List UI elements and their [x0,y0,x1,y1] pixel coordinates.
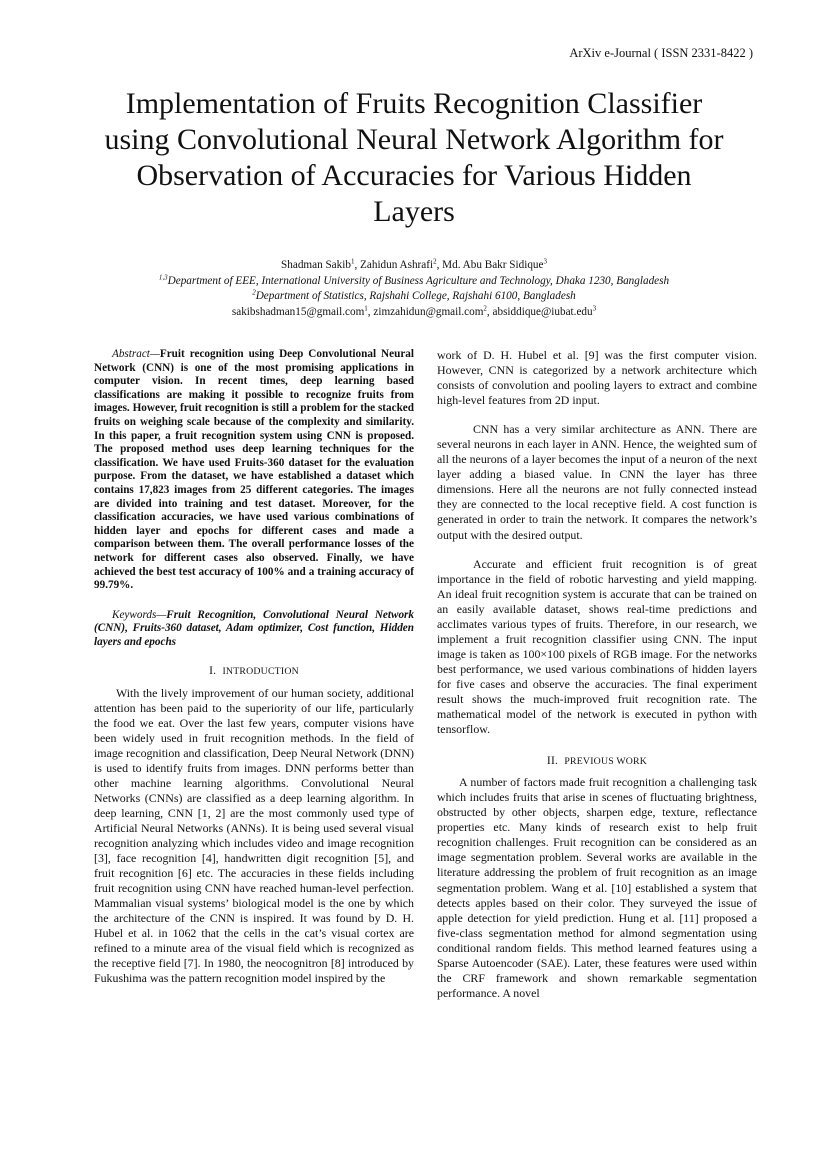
section-title: INTRODUCTION [222,666,299,678]
body-paragraph: work of D. H. Hubel et al. [9] was the first computer vision. However, CNN is categorized by a network architecture which consists of convolution and pooling layers to extract and combine high-level features from 2D input. [437,348,757,408]
author-sup: 3 [543,257,547,266]
author-sup: 1 [350,257,355,266]
paper-title [60,86,768,230]
title-line: Observation of Accuracies for Various Hidden [136,159,692,192]
author-sup: 2 [433,257,437,266]
affiliation-2 [60,289,768,305]
previous-work-paragraph: A number of factors made fruit recognition a challenging task which includes fruits that arise in scenes of fluctuating brightness, obstructed by other objects, sharpen edge, texture, reflectance properties etc. Many kinds of research exist to help fruit recognition challenges. Fruit recognition can be considered as an image segmentation problem. Several works are available in the literature addressing the problem of fruit recognition as an image segmentation problem. Wang et al. [10] established a system that detects apples based on their color. They surveyed the issue of apple detection for yield prediction. Hung et al. [11] proposed a five-class segmentation method for almond segmentation using conditional random fields. This method learned features using a Sparse Autoencoder (SAE). Later, these features were used within the CRF framework and shown remarkable segmentation performance. A novel [437,775,757,1000]
affiliation-text: Department of Statistics, Rajshahi College, Rajshahi 6100, Bangladesh [255,290,576,302]
affiliation-1 [60,274,768,290]
email: absiddique@iubat.edu [492,305,593,318]
author-emails: sakibshadman15@gmail.com$^1$, zimzahidun@gmail.com$^2$, absiddique@iubat.edu$^3$ [231,303,597,318]
affiliation-sup: 2 [252,288,256,297]
author-name: Md. Abu Bakr Sidique [442,259,544,271]
email-sup: 2 [483,303,487,312]
abstract [94,348,414,593]
email: sakibshadman15@gmail.com [231,305,365,318]
title-line: Layers [373,195,455,228]
intro-paragraph: With the lively improvement of our human society, additional attention has been paid to the superiority of our life, particularly the food we eat. Over the last few years, computer visions have been widely used in fruit recognition methods. In the field of image recognition and classification, Deep Neural Network (DNN) is used to identify fruits from images. DNN performs better than other machine learning algorithms. Convolutional Neural Networks (CNNs) are classified as a deep learning algorithm. In deep learning, CNN [1, 2] are the most commonly used type of Artificial Neural Networks (ANNs). It is being used several visual recognition analyzing which includes video and image recognition [3], face recognition [4], handwritten digit recognition [5], and fruit recognition [6] etc. The accuracies in these fields including fruit recognition using CNN have reached human-level perfection. Mammalian visual systems’ biological model is the one by which the architecture of the CNN is inspired. It was found by D. H. Hubel et al. in 1062 that the cells in the cat’s visual cortex are refined to a minute area of the visual field which is recognized as the receptive field [7]. In 1980, the neocognitron [8] introduced by Fukushima was the pattern recognition model inspired by the [94,685,414,986]
title-line: using Convolutional Neural Network Algorithm for [104,123,724,156]
keywords-text: Fruit Recognition, Convolutional Neural Network (CNN), Fruits-360 dataset, Adam optimizer, Cost function, Hidden layers and epochs [94,608,414,648]
section-title: PREVIOUS WORK [564,756,648,768]
author-name: Shadman Sakib [281,259,351,271]
email-sup: 3 [592,303,597,312]
title-line: Implementation of Fruits Recognition Classifier [125,87,703,120]
affiliation-sup: 1,3 [158,272,168,281]
author-block [60,258,768,320]
email: zimzahidun@gmail.com [373,305,484,318]
right-column [437,348,757,1001]
journal-header: ArXiv e-Journal ( ISSN 2331-8422 ) [569,46,753,60]
keywords-lead: Keywords— [112,608,167,621]
body-paragraph: Accurate and efficient fruit recognition is of great importance in the field of robotic harvesting and yield mapping. An ideal fruit recognition system is accurate that can be trained on an easily available dataset, shows real-time predictions and acclimates various types of fruits. Therefore, in our research, we implement a fruit recognition classifier using CNN. The input image is taken as 100×100 pixels of RGB image. For the networks best performance, we used various combinations of hidden layers for five cases and observe the accuracies. The final experiment result shows the much-improved fruit recognition rate. The mathematical model of the network is executed in python with tensorflow. [437,556,757,737]
abstract-lead: Abstract— [112,348,160,360]
body-paragraph: CNN has a very similar architecture as ANN. There are several neurons in each layer in ANN. Hence, the weighted sum of all the neurons of a layer becomes the input of a neuron of the next layer adding a biased value. In CNN the layer has three dimensions. Here all the neurons are not fully connected instead they are connected to the local receptive field. A cost function is generated in order to train the network. It compares the network’s output with the desired output. [437,422,757,542]
section-numeral: II. [546,754,559,768]
affiliation-text: Department of EEE, International University of Business Agriculture and Technology, Dhaka 1230, Bangladesh [167,274,670,287]
section-heading-previous-work [437,753,757,769]
left-column [94,348,414,986]
email-sup: 1 [364,303,368,312]
section-heading-introduction [94,663,414,679]
author-names: Shadman Sakib$^1$, Zahidun Ashrafi$^2$, Md. Abu Bakr Sidique$^3$ [281,257,547,271]
abstract-text: Fruit recognition using Deep Convolutional Neural Network (CNN) is one of the most promising applications in computer vision. In recent times, deep learning based classifications are making it possible to recognize fruits from images. However, fruit recognition is still a problem for the stacked fruits on weighing scale because of the complexity and similarity. In this paper, a fruit recognition system using CNN is proposed. The proposed method uses deep learning techniques for the classification. We have used Fruits-360 dataset for the evaluation purpose. From the dataset, we have established a dataset which contains 17,823 images from 25 different categories. The images are divided into training and test dataset. Moreover, for the classification accuracies, we have used various combinations of hidden layer and epochs for different cases and made a comparison between them. The overall performance losses of the network for different cases also observed. Finally, we have achieved the best test accuracy of 100% and a training accuracy of 99.79%. [94,348,414,592]
author-name: Zahidun Ashrafi [360,259,434,271]
section-numeral: I. [209,664,217,678]
keywords [94,609,414,650]
